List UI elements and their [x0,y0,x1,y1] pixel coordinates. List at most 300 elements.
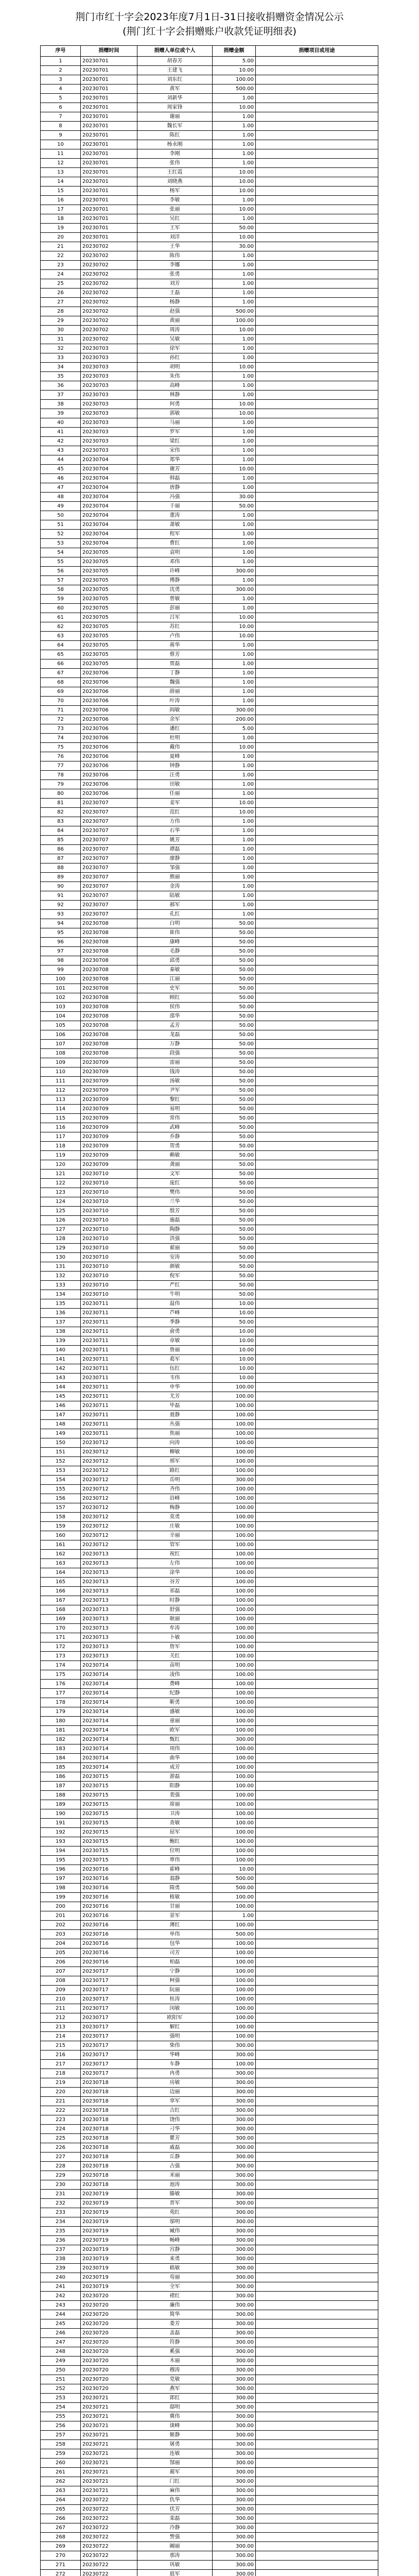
row-project [256,613,378,622]
row-project [256,2310,378,2319]
table-row [41,103,378,112]
table-row [41,1717,378,1726]
row-index: 114 [41,1105,81,1114]
row-index: 251 [41,2375,81,2384]
table-row [41,1911,378,1921]
row-amount: 10.00 [213,808,256,817]
row-index: 85 [41,836,81,845]
row-amount: 1.00 [213,761,256,771]
row-date: 20230710 [81,1188,137,1197]
row-project [256,1605,378,1615]
row-date: 20230718 [81,2097,137,2106]
row-project [256,2366,378,2375]
row-amount: 50.00 [213,1040,256,1049]
table-row [41,780,378,789]
row-date: 20230705 [81,567,137,576]
table-row [41,75,378,84]
row-index: 95 [41,928,81,938]
row-project [256,1030,378,1040]
row-donor: 徐军 [137,344,213,353]
row-donor: 朱伟 [137,372,213,381]
row-donor: 薛丽 [137,687,213,697]
row-amount: 300.00 [213,2208,256,2217]
row-project [256,1837,378,1846]
row-project [256,1652,378,1661]
row-project [256,1457,378,1466]
row-date: 20230710 [81,1272,137,1281]
row-index: 271 [41,2561,81,2570]
row-project [256,1531,378,1540]
row-date: 20230718 [81,2106,137,2115]
row-date: 20230720 [81,2375,137,2384]
row-date: 20230701 [81,66,137,75]
row-date: 20230702 [81,307,137,316]
table-row [41,298,378,307]
row-amount: 100.00 [213,1809,256,1819]
row-amount: 100.00 [213,1438,256,1448]
row-date: 20230706 [81,687,137,697]
row-amount: 10.00 [213,66,256,75]
row-project [256,1828,378,1837]
row-project [256,1670,378,1680]
table-row [41,1689,378,1698]
row-index: 171 [41,1633,81,1642]
row-donor: 刁华 [137,2125,213,2134]
row-project [256,1253,378,1262]
row-index: 159 [41,1522,81,1531]
row-amount: 1.00 [213,863,256,873]
table-row [41,1095,378,1105]
row-index: 48 [41,493,81,502]
row-donor: 杜明 [137,734,213,743]
row-index: 226 [41,2143,81,2153]
table-row [41,1197,378,1207]
row-index: 250 [41,2366,81,2375]
table-row [41,687,378,697]
table-row [41,1132,378,1142]
row-project [256,743,378,752]
row-donor: 周涛 [137,326,213,335]
row-donor: 冯强 [137,493,213,502]
row-amount: 300.00 [213,2329,256,2338]
table-row [41,901,378,910]
row-donor: 曲华 [137,1754,213,1763]
table-row [41,1540,378,1550]
row-project [256,1633,378,1642]
table-row [41,2375,378,2384]
row-date: 20230712 [81,1476,137,1485]
row-project [256,1587,378,1596]
row-date: 20230707 [81,826,137,836]
table-row [41,539,378,548]
row-amount: 1.00 [213,455,256,465]
row-donor: 来勇 [137,2255,213,2264]
row-project [256,789,378,799]
row-index: 54 [41,548,81,557]
row-donor: 吕军 [137,613,213,622]
row-project [256,724,378,734]
table-row [41,1642,378,1652]
row-project [256,1596,378,1605]
row-date: 20230717 [81,2041,137,2050]
table-row [41,2505,378,2514]
row-project [256,1392,378,1401]
table-row [41,2060,378,2069]
row-project [256,391,378,400]
row-date: 20230707 [81,882,137,891]
table-row [41,2106,378,2115]
row-index: 105 [41,1021,81,1030]
row-project [256,622,378,632]
table-row [41,1299,378,1309]
row-index: 9 [41,131,81,140]
row-project [256,910,378,919]
table-row [41,836,378,845]
row-donor: 姚芳 [137,836,213,845]
row-amount: 10.00 [213,743,256,752]
table-row [41,1040,378,1049]
table-row [41,437,378,446]
table-row [41,1884,378,1893]
row-project [256,1077,378,1086]
row-date: 20230712 [81,1503,137,1513]
row-date: 20230714 [81,1726,137,1735]
row-date: 20230720 [81,2347,137,2357]
row-donor: 植敏 [137,1893,213,1902]
row-index: 137 [41,1318,81,1327]
table-row [41,808,378,817]
row-project [256,975,378,984]
row-amount: 10.00 [213,1327,256,1336]
row-project [256,363,378,372]
table-row [41,1466,378,1476]
table-row [41,1244,378,1253]
table-row [41,1791,378,1800]
table-row [41,1411,378,1420]
row-index: 5 [41,94,81,103]
row-date: 20230708 [81,1021,137,1030]
row-date: 20230702 [81,251,137,261]
row-amount: 100.00 [213,1503,256,1513]
row-index: 90 [41,882,81,891]
table-row [41,669,378,678]
row-index: 80 [41,789,81,799]
row-project [256,1522,378,1531]
row-index: 113 [41,1095,81,1105]
row-donor: 康峰 [137,938,213,947]
row-project [256,1049,378,1058]
row-amount: 300.00 [213,2496,256,2505]
row-donor: 郜丽 [137,2459,213,2468]
row-date: 20230720 [81,2310,137,2319]
row-amount: 50.00 [213,1123,256,1132]
row-amount: 50.00 [213,965,256,975]
row-donor: 谈峰 [137,2421,213,2431]
row-date: 20230721 [81,2421,137,2431]
row-project [256,2514,378,2523]
row-date: 20230718 [81,2134,137,2143]
row-donor: 庄敏 [137,1522,213,1531]
row-date: 20230717 [81,2069,137,2078]
row-donor: 边丽 [137,2088,213,2097]
table-row [41,2199,378,2208]
row-amount: 1.00 [213,483,256,493]
row-date: 20230705 [81,632,137,641]
table-row [41,1744,378,1754]
row-donor: 景军 [137,1911,213,1921]
table-row [41,2153,378,2162]
row-amount: 10.00 [213,1865,256,1874]
row-date: 20230703 [81,400,137,409]
row-donor: 阮丽 [137,1986,213,1995]
table-row [41,511,378,520]
row-date: 20230714 [81,1763,137,1772]
table-row [41,187,378,196]
row-project [256,808,378,817]
row-date: 20230711 [81,1355,137,1364]
row-amount: 1.00 [213,678,256,687]
row-project [256,557,378,567]
row-date: 20230702 [81,326,137,335]
row-index: 240 [41,2273,81,2282]
row-amount: 10.00 [213,1309,256,1318]
row-amount: 300.00 [213,2088,256,2097]
row-project [256,1003,378,1012]
row-date: 20230716 [81,1911,137,1921]
row-project [256,2069,378,2078]
row-index: 136 [41,1309,81,1318]
row-project [256,539,378,548]
row-project [256,502,378,511]
row-date: 20230702 [81,270,137,279]
table-row [41,1262,378,1272]
row-donor: 孔红 [137,910,213,919]
row-index: 249 [41,2357,81,2366]
row-date: 20230704 [81,530,137,539]
table-row [41,1754,378,1763]
row-project [256,455,378,465]
row-donor: 于丽 [137,502,213,511]
row-date: 20230722 [81,2570,137,2576]
row-index: 150 [41,1438,81,1448]
table-row [41,446,378,455]
row-index: 40 [41,418,81,428]
row-amount: 1.00 [213,122,256,131]
table-row [41,2255,378,2264]
row-donor: 谢丽 [137,112,213,122]
row-donor: 陶静 [137,1225,213,1234]
row-amount: 300.00 [213,2041,256,2050]
table-row [41,1902,378,1911]
table-row [41,2431,378,2440]
row-amount: 50.00 [213,1077,256,1086]
row-project [256,103,378,112]
table-row [41,122,378,131]
row-index: 184 [41,1754,81,1763]
row-amount: 1.00 [213,641,256,650]
row-donor: 钱涛 [137,1067,213,1077]
row-donor: 嵇敏 [137,2264,213,2273]
table-row [41,1550,378,1559]
row-index: 135 [41,1299,81,1309]
row-donor: 尤芳 [137,1392,213,1401]
row-amount: 50.00 [213,938,256,947]
row-index: 14 [41,177,81,187]
row-project [256,1225,378,1234]
row-donor: 滕敏 [137,2190,213,2199]
row-amount: 10.00 [213,1336,256,1346]
row-donor: 王军 [137,224,213,233]
row-project [256,1197,378,1207]
row-amount: 1.00 [213,826,256,836]
row-date: 20230710 [81,1216,137,1225]
row-index: 189 [41,1800,81,1809]
row-index: 50 [41,511,81,520]
row-date: 20230703 [81,353,137,363]
row-donor: 时静 [137,1596,213,1605]
row-project [256,289,378,298]
row-donor: 成芳 [137,1763,213,1772]
row-index: 255 [41,2412,81,2421]
row-amount: 1.00 [213,539,256,548]
row-index: 110 [41,1067,81,1077]
row-amount: 500.00 [213,1874,256,1884]
row-index: 176 [41,1680,81,1689]
table-row [41,2551,378,2561]
table-row [41,2329,378,2338]
row-project [256,1012,378,1021]
row-index: 221 [41,2097,81,2106]
table-row [41,520,378,530]
row-amount: 300.00 [213,2440,256,2449]
row-date: 20230722 [81,2561,137,2570]
row-index: 243 [41,2301,81,2310]
row-index: 132 [41,1272,81,1281]
row-date: 20230709 [81,1058,137,1067]
row-donor: 俞勇 [137,1327,213,1336]
row-index: 237 [41,2245,81,2255]
table-row [41,1578,378,1587]
table-row [41,1030,378,1040]
row-date: 20230715 [81,1828,137,1837]
row-project [256,734,378,743]
row-donor: 苟丽 [137,2273,213,2282]
row-amount: 10.00 [213,177,256,187]
row-amount: 300.00 [213,567,256,576]
row-amount: 300.00 [213,585,256,595]
row-date: 20230705 [81,613,137,622]
table-row [41,947,378,956]
row-donor: 曾敏 [137,595,213,604]
row-date: 20230706 [81,761,137,771]
row-project [256,1281,378,1290]
row-project [256,1921,378,1930]
row-project [256,863,378,873]
row-date: 20230701 [81,131,137,140]
table-row [41,1819,378,1828]
row-amount: 100.00 [213,1670,256,1680]
row-index: 224 [41,2125,81,2134]
row-donor: 刘芳 [137,279,213,289]
row-index: 188 [41,1791,81,1800]
row-donor: 岳明 [137,1476,213,1485]
row-date: 20230711 [81,1327,137,1336]
row-amount: 100.00 [213,1615,256,1624]
row-amount: 300.00 [213,2542,256,2551]
row-project [256,576,378,585]
row-date: 20230719 [81,2273,137,2282]
row-donor: 马丽 [137,418,213,428]
row-donor: 颜敏 [137,1262,213,1272]
row-date: 20230722 [81,2505,137,2514]
row-date: 20230704 [81,502,137,511]
row-project [256,94,378,103]
row-index: 233 [41,2208,81,2217]
row-index: 205 [41,1948,81,1958]
row-amount: 50.00 [213,1049,256,1058]
row-date: 20230704 [81,455,137,465]
table-row [41,2366,378,2375]
row-project [256,437,378,446]
row-index: 102 [41,993,81,1003]
row-amount: 50.00 [213,1216,256,1225]
row-index: 131 [41,1262,81,1272]
row-donor: 童丽 [137,1717,213,1726]
row-index: 261 [41,2468,81,2477]
row-date: 20230720 [81,2319,137,2329]
row-donor: 柴伟 [137,2041,213,2050]
row-date: 20230701 [81,177,137,187]
row-donor: 兰华 [137,1197,213,1207]
row-amount: 300.00 [213,2171,256,2180]
row-date: 20230711 [81,1374,137,1383]
row-amount: 100.00 [213,1763,256,1772]
row-index: 178 [41,1698,81,1707]
row-donor: 夏峰 [137,752,213,761]
row-index: 89 [41,873,81,882]
row-index: 60 [41,604,81,613]
row-amount: 1.00 [213,391,256,400]
row-index: 234 [41,2217,81,2227]
row-date: 20230709 [81,1095,137,1105]
row-index: 258 [41,2440,81,2449]
row-amount: 100.00 [213,1772,256,1782]
row-index: 218 [41,2069,81,2078]
row-amount: 300.00 [213,2366,256,2375]
row-date: 20230701 [81,233,137,242]
row-date: 20230707 [81,873,137,882]
row-index: 160 [41,1531,81,1540]
table-row [41,1485,378,1494]
row-donor: 顾红 [137,993,213,1003]
row-amount: 100.00 [213,1466,256,1476]
row-index: 195 [41,1856,81,1865]
row-amount: 10.00 [213,1355,256,1364]
table-row [41,2486,378,2496]
table-row [41,1457,378,1466]
row-date: 20230716 [81,1930,137,1939]
row-amount: 1.00 [213,298,256,307]
row-index: 187 [41,1782,81,1791]
row-index: 30 [41,326,81,335]
row-date: 20230709 [81,1114,137,1123]
row-index: 46 [41,474,81,483]
row-index: 116 [41,1123,81,1132]
table-row [41,1151,378,1160]
row-date: 20230720 [81,2384,137,2394]
row-amount: 1.00 [213,789,256,799]
row-date: 20230707 [81,799,137,808]
